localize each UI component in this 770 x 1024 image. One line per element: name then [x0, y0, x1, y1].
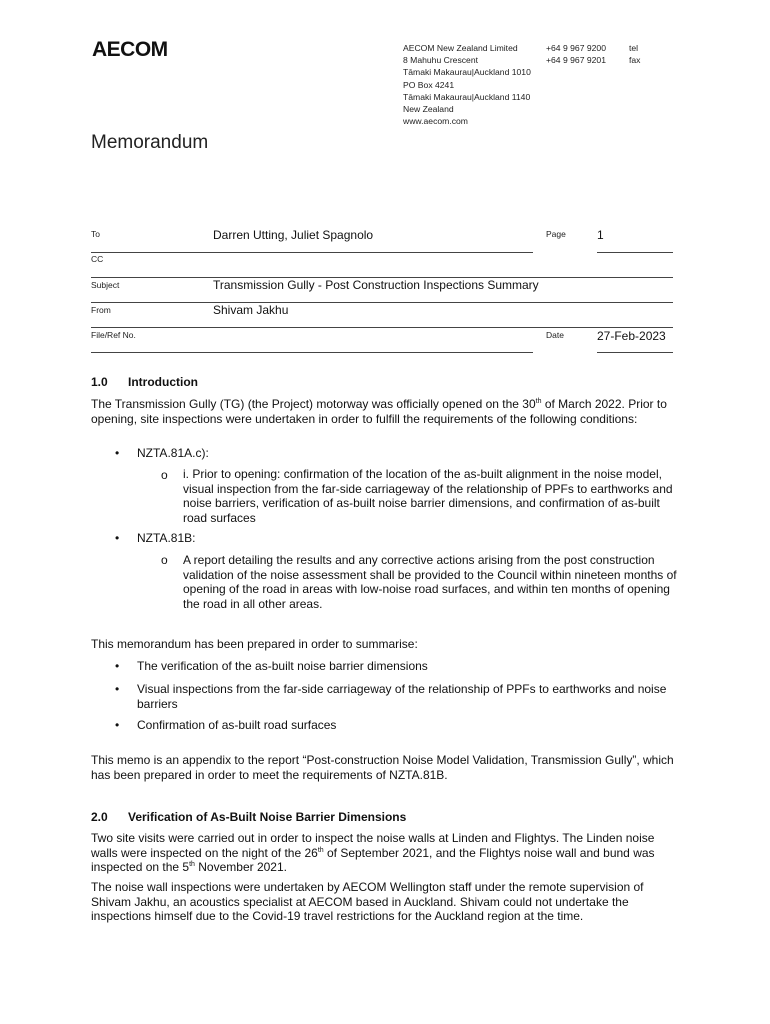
address-line: New Zealand [403, 104, 454, 115]
address-line: 8 Mahuhu Crescent [403, 55, 478, 66]
to-label: To [91, 229, 100, 239]
section-number: 1.0 [91, 375, 108, 389]
text-run: Two site visits were carried out in order to inspect the noise walls at Linden and Flightys. The Linden noise walls were inspected on the night of the 26 [91, 831, 655, 860]
sub-bullet-icon: o [161, 553, 168, 567]
bullet-icon: • [115, 659, 120, 673]
condition-detail: A report detailing the results and any corrective actions arising from the post construction validation of the noise assessment shall be provided to the Council within nineteen months of opening of the road in areas with low-noise road surfaces, and within ten months of opening the road in all other areas. [183, 553, 677, 611]
page-label: Page [546, 229, 566, 239]
divider [91, 327, 673, 328]
bullet-icon: • [115, 682, 120, 696]
summary-item: The verification of the as-built noise barrier dimensions [137, 659, 428, 673]
fax-label: fax [629, 55, 641, 66]
section-heading: Verification of As-Built Noise Barrier Dimensions [128, 810, 407, 824]
phone-labels [629, 42, 640, 66]
company-address [403, 42, 531, 127]
subject-value: Transmission Gully - Post Construction Inspections Summary [213, 278, 539, 292]
fileref-label: File/Ref No. [91, 330, 136, 340]
address-line: Tāmaki Makaurau|Auckland 1010 [403, 67, 531, 78]
phone-numbers [546, 42, 606, 66]
text-run: of September 2021, and the Flightys noise wall and bund was inspected on the 5 [91, 845, 655, 875]
to-value: Darren Utting, Juliet Spagnolo [213, 228, 374, 242]
superscript: th [317, 846, 324, 854]
sub-bullet-icon: o [161, 468, 168, 482]
summary-item: Confirmation of as-built road surfaces [137, 718, 337, 732]
divider [597, 252, 673, 253]
date-label: Date [546, 330, 564, 340]
summary-intro: This memorandum has been prepared in order to summarise: [91, 637, 418, 651]
bullet-icon: • [115, 718, 120, 732]
tel-label: tel [629, 43, 639, 53]
divider [91, 302, 673, 303]
text-run: of March 2022. Prior to opening, site inspections were undertaken in order to fulfill the requirements of the following conditions: [91, 397, 667, 426]
document-title: Memorandum [91, 132, 209, 153]
section-number: 2.0 [91, 810, 108, 824]
summary-item: Visual inspections from the far-side carriageway of the relationship of PPFs to earthworks and noise barriers [137, 682, 667, 711]
divider [91, 252, 533, 253]
divider [91, 352, 533, 353]
address-line: AECOM New Zealand Limited [403, 43, 518, 53]
intro-paragraph [91, 397, 679, 426]
page-value: 1 [597, 228, 604, 242]
superscript: th [535, 398, 542, 405]
subject-label: Subject [91, 280, 120, 290]
tel-number: +64 9 967 9200 [546, 43, 606, 53]
website: www.aecom.com [403, 116, 468, 127]
condition-item: NZTA.81B: [137, 531, 196, 545]
site-visits-paragraph [91, 831, 679, 875]
divider [597, 352, 673, 353]
superscript: th [189, 861, 195, 869]
text-run: November 2021. [194, 860, 287, 875]
bullet-icon: • [115, 446, 120, 460]
address-line: Tāmaki Makaurau|Auckland 1140 [403, 91, 531, 102]
aecom-logo: AECOM [92, 38, 168, 61]
date-value: 27-Feb-2023 [597, 329, 666, 343]
appendix-note: This memo is an appendix to the report “Post-construction Noise Model Validation, Transmission Gully”, which has been prepared in order to meet the requirements of NZTA.81B. [91, 753, 674, 782]
from-label: From [91, 305, 111, 315]
condition-item: NZTA.81A.c): [137, 446, 209, 460]
inspection-paragraph: The noise wall inspections were undertaken by AECOM Wellington staff under the remote supervision of Shivam Jakhu, an acoustics specialist at AECOM based in Auckland. Shivam could not undertake the inspections himself due to the Covid-19 travel restrictions for the Auckland region at the time. [91, 880, 644, 924]
fax-number: +64 9 967 9201 [546, 55, 606, 66]
from-value: Shivam Jakhu [213, 303, 289, 317]
address-line: PO Box 4241 [403, 79, 455, 90]
cc-label: CC [91, 254, 104, 264]
text-run: The Transmission Gully (TG) (the Project) motorway was officially opened on the 30 [91, 397, 536, 411]
section-heading: Introduction [128, 375, 198, 389]
bullet-icon: • [115, 531, 120, 545]
condition-detail: i. Prior to opening: confirmation of the location of the as-built alignment in the noise model, visual inspection from the far-side carriageway of the relationship of PPFs to earthworks and noise barriers, verification of as-built noise barrier dimensions, and confirmation of as-built road surfaces [183, 467, 673, 525]
